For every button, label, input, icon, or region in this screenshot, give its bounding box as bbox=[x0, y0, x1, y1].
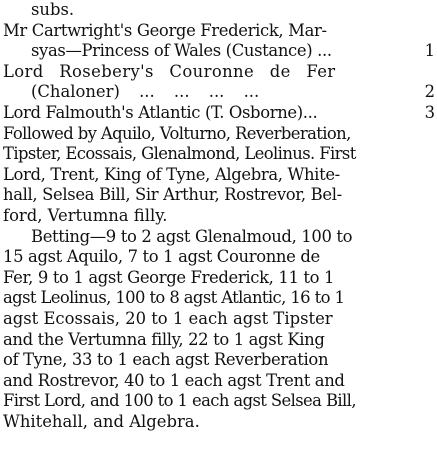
text-line-chaloner bbox=[3, 82, 435, 103]
line-text: Whitehall, and Algebra. bbox=[3, 411, 200, 431]
text-line-rosebery bbox=[3, 62, 435, 83]
text-line-tyne bbox=[3, 350, 435, 371]
line-text: Fer, 9 to 1 agst George Frederick, 11 to 1 bbox=[3, 267, 335, 287]
line-text: (Chaloner) ... ... ... ... bbox=[31, 82, 260, 102]
line-text: syas—Princess of Wales (Custance) ... bbox=[31, 41, 332, 61]
line-text: and Rostrevor, 40 to 1 each agst Trent and bbox=[3, 370, 345, 390]
text-line-whitehall bbox=[3, 412, 435, 433]
text-line-marsyas bbox=[3, 41, 435, 62]
line-text: hall, Selsea Bill, Sir Arthur, Rostrevor, Bel- bbox=[3, 185, 342, 205]
placing-number-second: 2 bbox=[424, 82, 435, 102]
line-text: Lord, Trent, King of Tyne, Algebra, White- bbox=[3, 164, 340, 184]
line-text: Mr Cartwright's George Frederick, Mar- bbox=[3, 20, 327, 40]
text-line-aquilo bbox=[3, 247, 435, 268]
placing-number-first: 1 bbox=[424, 41, 435, 61]
placing-number-third: 3 bbox=[424, 102, 435, 122]
line-text: Betting—9 to 2 agst Glenalmoud, 100 to bbox=[31, 226, 353, 246]
text-line-fer bbox=[3, 268, 435, 289]
text-line-vertumna bbox=[3, 330, 435, 351]
text-line-leolinus bbox=[3, 288, 435, 309]
text-line-ecossais bbox=[3, 309, 435, 330]
text-line-lord-trent bbox=[3, 165, 435, 186]
line-text: Tipster, Ecossais, Glenalmond, Leolinus. First bbox=[3, 144, 356, 164]
line-text: Lord Falmouth's Atlantic (T. Osborne)... bbox=[3, 102, 318, 122]
line-text: Lord Rosebery's Couronne de Fer bbox=[3, 61, 336, 81]
line-text: agst Ecossais, 20 to 1 each agst Tipster bbox=[3, 308, 333, 328]
line-text: subs. bbox=[31, 0, 75, 19]
text-line-followed bbox=[3, 124, 435, 145]
text-line-rostrevor bbox=[3, 371, 435, 392]
line-text: agst Leolinus, 100 to 8 agst Atlantic, 16 to 1 bbox=[3, 288, 345, 308]
line-text: 15 agst Aquilo, 7 to 1 agst Couronne de bbox=[3, 247, 320, 267]
line-text: Followed by Aquilo, Volturno, Reverberation, bbox=[3, 123, 351, 143]
line-text: ford, Vertumna filly. bbox=[3, 205, 168, 225]
text-line-ford bbox=[3, 206, 435, 227]
text-line-cartwright bbox=[3, 21, 435, 42]
text-line-falmouth bbox=[3, 103, 435, 124]
text-line-tipster bbox=[3, 144, 435, 165]
line-text: and the Vertumna filly, 22 to 1 agst King bbox=[3, 329, 325, 349]
text-line-betting bbox=[3, 227, 435, 248]
line-text: First Lord, and 100 to 1 each agst Selsea Bill, bbox=[3, 391, 356, 411]
text-line-hall-selsea bbox=[3, 185, 435, 206]
line-text: of Tyne, 33 to 1 each agst Reverberation bbox=[3, 350, 329, 370]
text-line-subs bbox=[3, 0, 435, 21]
text-line-first-lord bbox=[3, 391, 435, 412]
